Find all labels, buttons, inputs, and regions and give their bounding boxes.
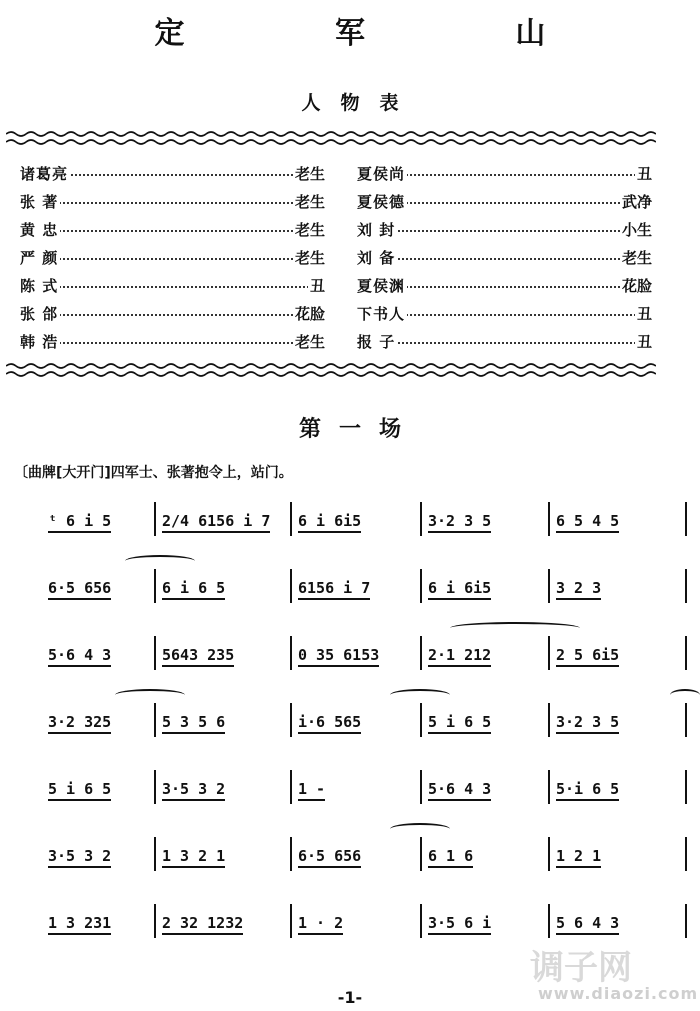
scene-title: 第一场 [298, 417, 419, 442]
roster-row [20, 328, 325, 356]
note-group: 3·2 3 5 [556, 713, 619, 734]
watermark-logo: 调子网 [530, 948, 632, 988]
note-group: 3·2 3 5 [428, 512, 491, 533]
bar-line [685, 502, 687, 536]
bar-line [548, 770, 550, 804]
note-group: 2·1 212 [428, 646, 491, 667]
note-group: 1 3 231 [48, 914, 111, 935]
character-name: 报 子 [357, 328, 397, 356]
bar-line [548, 502, 550, 536]
note-group: 1 2 1 [556, 847, 601, 868]
roster-column-right [357, 160, 652, 356]
note-group: 1 · 2 [298, 914, 343, 935]
slur-mark [450, 622, 580, 634]
note-group: 0 35 6153 [298, 646, 379, 667]
character-role: 老生 [293, 328, 325, 356]
bar-line [290, 636, 292, 670]
stage-direction: 〔曲牌[大开门]四军士、张著抱令上，站门。 [14, 465, 293, 481]
character-role: 老生 [293, 188, 325, 216]
note-group: 6 i 6i5 [298, 512, 361, 533]
note-group: 6 i 6i5 [428, 579, 491, 600]
roster-row [357, 244, 652, 272]
character-name: 韩 浩 [20, 328, 60, 356]
bar-line [154, 569, 156, 603]
note-group: 3·5 3 2 [162, 780, 225, 801]
character-role: 丑 [635, 160, 652, 188]
bar-line [290, 837, 292, 871]
character-role: 老生 [293, 244, 325, 272]
bar-line [420, 636, 422, 670]
note-group: 3·5 3 2 [48, 847, 111, 868]
play-title: 定 军 山 [154, 16, 616, 51]
character-role: 老生 [620, 244, 652, 272]
bar-line [154, 502, 156, 536]
slur-mark [390, 689, 450, 701]
bar-line [420, 703, 422, 737]
bar-line [685, 837, 687, 871]
note-group: 5·6 4 3 [48, 646, 111, 667]
roster-column-left [20, 160, 325, 356]
roster-row [357, 160, 652, 188]
wavy-divider-top-2 [6, 138, 656, 146]
note-group: 6156 i 7 [298, 579, 370, 600]
roster-title: 人物表 [301, 92, 419, 114]
score-line [20, 768, 700, 808]
character-role: 丑 [635, 328, 652, 356]
character-name: 张 著 [20, 188, 60, 216]
bar-line [420, 569, 422, 603]
roster-row [357, 216, 652, 244]
score-line [20, 500, 700, 540]
bar-line [420, 770, 422, 804]
note-group: ᵗ 6 i 5 [48, 512, 111, 533]
note-group: 2 32 1232 [162, 914, 243, 935]
roster-row [357, 272, 652, 300]
bar-line [154, 636, 156, 670]
character-name: 张 郃 [20, 300, 60, 328]
note-group: 3·2 325 [48, 713, 111, 734]
bar-line [154, 770, 156, 804]
note-group: 6·5 656 [48, 579, 111, 600]
bar-line [154, 904, 156, 938]
bar-line [290, 770, 292, 804]
roster-row [20, 300, 325, 328]
roster-row [357, 300, 652, 328]
character-name: 严 颜 [20, 244, 60, 272]
score-line [20, 902, 700, 942]
note-group: 5·6 4 3 [428, 780, 491, 801]
note-group: 5 6 4 3 [556, 914, 619, 935]
note-group: 1 3 2 1 [162, 847, 225, 868]
character-name: 刘 备 [357, 244, 397, 272]
wavy-divider-bottom-2 [6, 370, 656, 378]
character-name: 夏侯尚 [357, 160, 407, 188]
note-group: 3 2 3 [556, 579, 601, 600]
character-role: 花脸 [620, 272, 652, 300]
slur-mark [670, 689, 700, 701]
roster-row [357, 328, 652, 356]
character-role: 丑 [308, 272, 325, 300]
note-group: 2/4 6156 i 7 [162, 512, 270, 533]
bar-line [548, 837, 550, 871]
roster-row [20, 216, 325, 244]
bar-line [548, 703, 550, 737]
note-group: 6 1 6 [428, 847, 473, 868]
bar-line [290, 569, 292, 603]
character-role: 老生 [293, 216, 325, 244]
note-group: 5 i 6 5 [48, 780, 111, 801]
note-group: 2 5 6i5 [556, 646, 619, 667]
slur-mark [125, 555, 195, 567]
bar-line [420, 904, 422, 938]
page-number: -1- [337, 988, 363, 1007]
note-group: 5 3 5 6 [162, 713, 225, 734]
bar-line [548, 569, 550, 603]
bar-line [548, 904, 550, 938]
roster-row [20, 160, 325, 188]
bar-line [154, 703, 156, 737]
wavy-divider-bottom [6, 362, 656, 370]
character-name: 下书人 [357, 300, 407, 328]
bar-line [420, 837, 422, 871]
note-group: 6 5 4 5 [556, 512, 619, 533]
note-group: 5·i 6 5 [556, 780, 619, 801]
character-role: 小生 [620, 216, 652, 244]
character-name: 陈 式 [20, 272, 60, 300]
bar-line [548, 636, 550, 670]
note-group: 6·5 656 [298, 847, 361, 868]
bar-line [685, 904, 687, 938]
score-line [20, 835, 700, 875]
note-group: 1 - [298, 780, 325, 801]
slur-mark [115, 689, 185, 701]
note-group: 5643 235 [162, 646, 234, 667]
bar-line [290, 502, 292, 536]
character-roster [12, 160, 652, 356]
score-line [20, 567, 700, 607]
character-name: 夏侯渊 [357, 272, 407, 300]
character-name: 夏侯德 [357, 188, 407, 216]
bar-line [685, 569, 687, 603]
note-group: i·6 565 [298, 713, 361, 734]
bar-line [685, 770, 687, 804]
bar-line [685, 636, 687, 670]
roster-row [20, 272, 325, 300]
bar-line [290, 703, 292, 737]
character-name: 刘 封 [357, 216, 397, 244]
bar-line [290, 904, 292, 938]
character-role: 丑 [635, 300, 652, 328]
character-name: 诸葛亮 [20, 160, 70, 188]
note-group: 6 i 6 5 [162, 579, 225, 600]
roster-row [20, 244, 325, 272]
bar-line [685, 703, 687, 737]
note-group: 5 i 6 5 [428, 713, 491, 734]
score-line [20, 634, 700, 674]
character-role: 武净 [620, 188, 652, 216]
character-role: 老生 [293, 160, 325, 188]
character-name: 黄 忠 [20, 216, 60, 244]
bar-line [154, 837, 156, 871]
bar-line [420, 502, 422, 536]
jianpu-score [20, 500, 700, 980]
note-group: 3·5 6 i [428, 914, 491, 935]
slur-mark [390, 823, 450, 835]
score-line [20, 701, 700, 741]
wavy-divider-top [6, 130, 656, 138]
roster-row [357, 188, 652, 216]
character-role: 花脸 [293, 300, 325, 328]
watermark-url: www.diaozi.com [538, 984, 699, 1003]
roster-row [20, 188, 325, 216]
